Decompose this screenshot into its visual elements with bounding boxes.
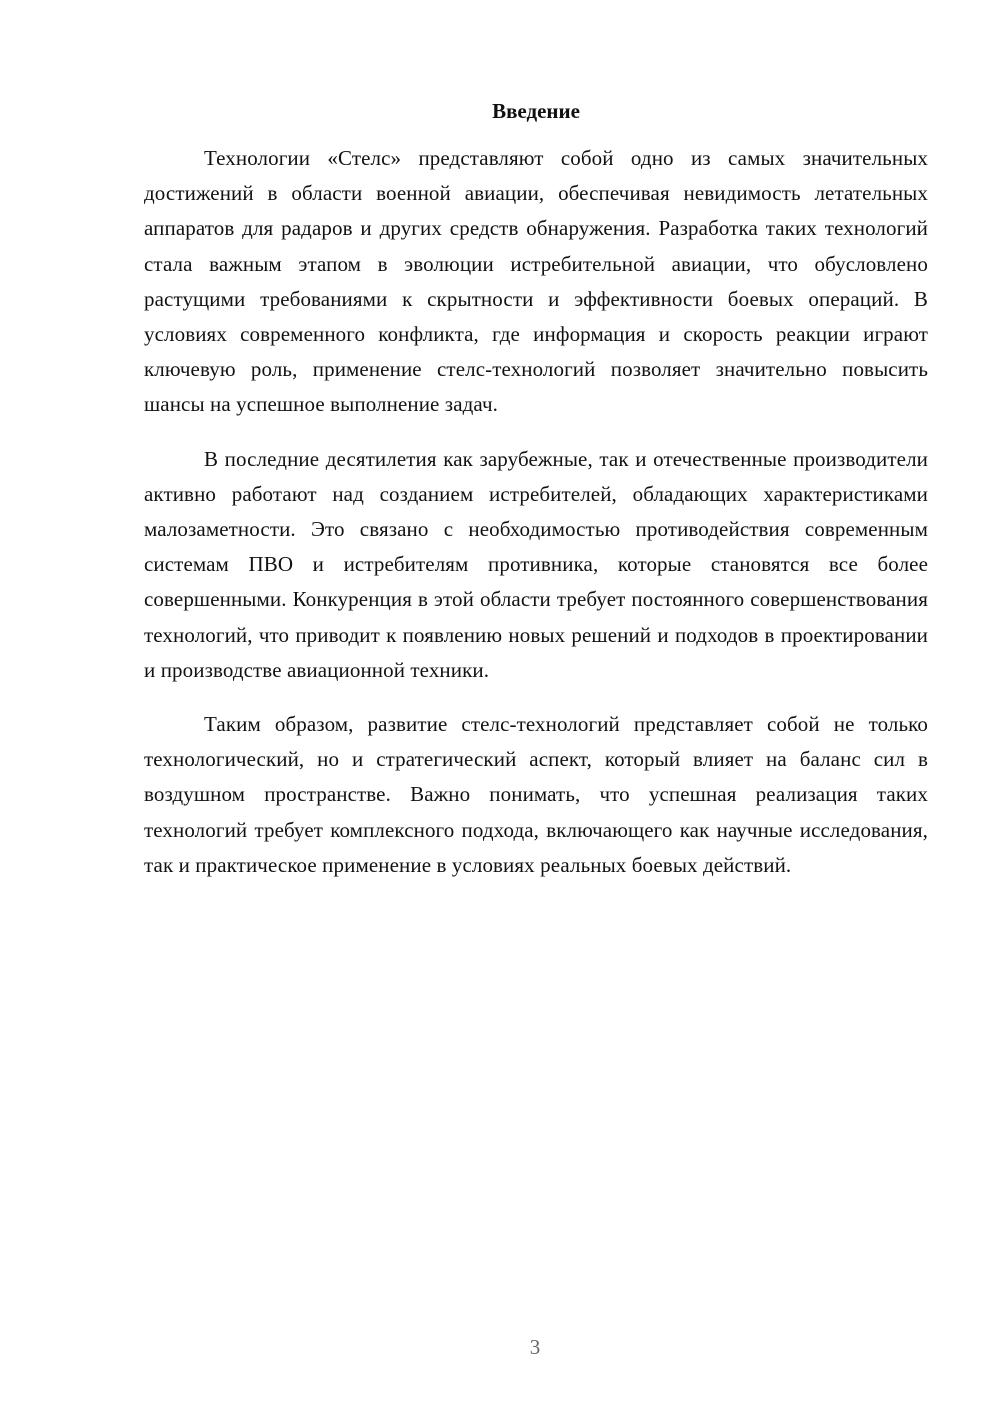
paragraph-3: Таким образом, развитие стелс-технологий представляет собой не только технологический, но и стратегический аспект, который влияет на баланс сил в воздушном пространстве. Важно понимать, что успешная реализация таких технологий требует комплексного подхода, включающего как научные исследования, так и практическое применение в условиях реальных боевых действий. [144, 712, 928, 877]
section-title: Введение [492, 99, 580, 123]
document-body [144, 96, 928, 902]
page-number: 3 [529, 1335, 541, 1359]
paragraph-1: Технологии «Стелс» представляют собой одно из самых значительных достижений в области военной авиации, обеспечивая невидимость летательных аппаратов для радаров и других средств обнаружения. Разработка таких технологий стала важным этапом в эволюции истребительной авиации, что обусловлено растущими требованиями к скрытности и эффективности боевых операций. В условиях современного конфликта, где информация и скорость реакции играют ключевую роль, применение стелс-технологий позволяет значительно повысить шансы на успешное выполнение задач. [144, 146, 928, 417]
paragraph-2: В последние десятилетия как зарубежные, так и отечественные производители активно работают над созданием истребителей, обладающих характеристиками малозаметности. Это связано с необходимостью противодействия современным системам ПВО и истребителям противника, которые становятся все более совершенными. Конкуренция в этой области требует постоянного совершенствования технологий, что приводит к появлению новых решений и подходов в проектировании и производстве авиационной техники. [144, 446, 928, 682]
